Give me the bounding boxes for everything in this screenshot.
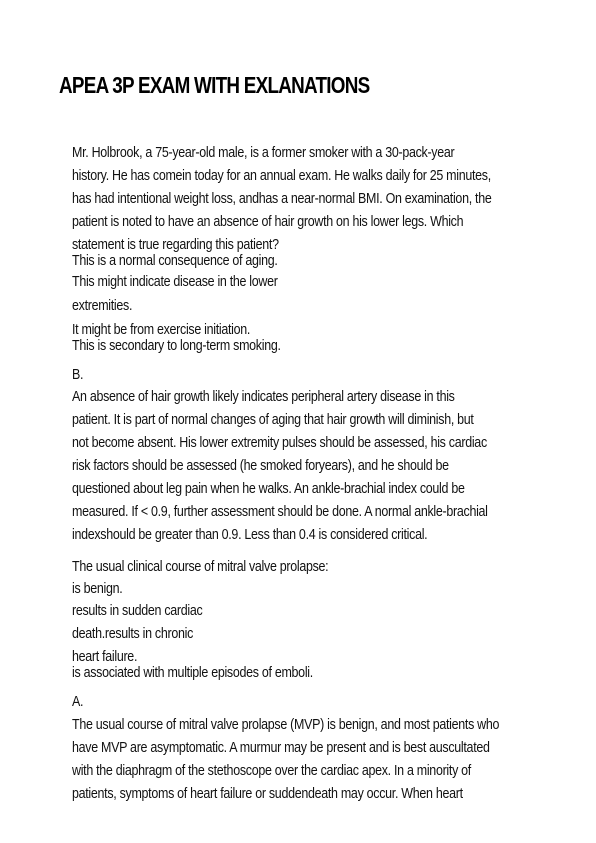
q2-answer: A. (72, 694, 84, 710)
q2-explanation-line: with the diaphragm of the stethoscope over the cardiac apex. In a minority of (72, 763, 471, 779)
q1-option-line: extremities. (72, 298, 133, 314)
q2-explanation-line: have MVP are asymptomatic. A murmur may be present and is best auscultated (72, 740, 490, 756)
q1-option-line: This might indicate disease in the lower (72, 274, 278, 290)
q1-explanation-line: An absence of hair growth likely indicates peripheral artery disease in this (72, 389, 455, 405)
document-title: APEA 3P EXAM WITH EXLANATIONS (59, 72, 370, 98)
q2-option-line: is benign. (72, 581, 123, 597)
q1-answer: B. (72, 367, 84, 383)
q1-stem-line: statement is true regarding this patient? (72, 237, 279, 253)
q2-option-line: death.results in chronic (72, 626, 194, 642)
q1-option-line: It might be from exercise initiation. (72, 322, 251, 338)
q2-explanation-line: patients, symptoms of heart failure or suddendeath may occur. When heart (72, 786, 463, 802)
q2-explanation-line: The usual course of mitral valve prolapse (MVP) is benign, and most patients who (72, 717, 500, 733)
q1-explanation-line: risk factors should be assessed (he smoked foryears), and he should be (72, 458, 449, 474)
q1-explanation-line: patient. It is part of normal changes of aging that hair growth will diminish, but (72, 412, 474, 428)
q2-option-line: results in sudden cardiac (72, 603, 203, 619)
q1-stem-line: Mr. Holbrook, a 75-year-old male, is a former smoker with a 30-pack-year (72, 145, 455, 161)
q2-option-line: heart failure. (72, 649, 138, 665)
q1-explanation-line: questioned about leg pain when he walks. An ankle-brachial index could be (72, 481, 465, 497)
q1-explanation-line: not become absent. His lower extremity pulses should be assessed, his cardiac (72, 435, 487, 451)
q1-stem-line: history. He has comein today for an annual exam. He walks daily for 25 minutes, (72, 168, 491, 184)
q1-explanation-line: indexshould be greater than 0.9. Less than 0.4 is considered critical. (72, 527, 428, 543)
q2-stem-line: The usual clinical course of mitral valve prolapse: (72, 559, 329, 575)
q1-stem-line: has had intentional weight loss, andhas a near-normal BMI. On examination, the (72, 191, 492, 207)
q1-option-line: This is secondary to long-term smoking. (72, 338, 281, 354)
q1-explanation-line: measured. If < 0.9, further assessment should be done. A normal ankle-brachial (72, 504, 488, 520)
q1-stem-line: patient is noted to have an absence of hair growth on his lower legs. Which (72, 214, 464, 230)
q2-option-line: is associated with multiple episodes of emboli. (72, 665, 313, 681)
q1-option-line: This is a normal consequence of aging. (72, 253, 278, 269)
